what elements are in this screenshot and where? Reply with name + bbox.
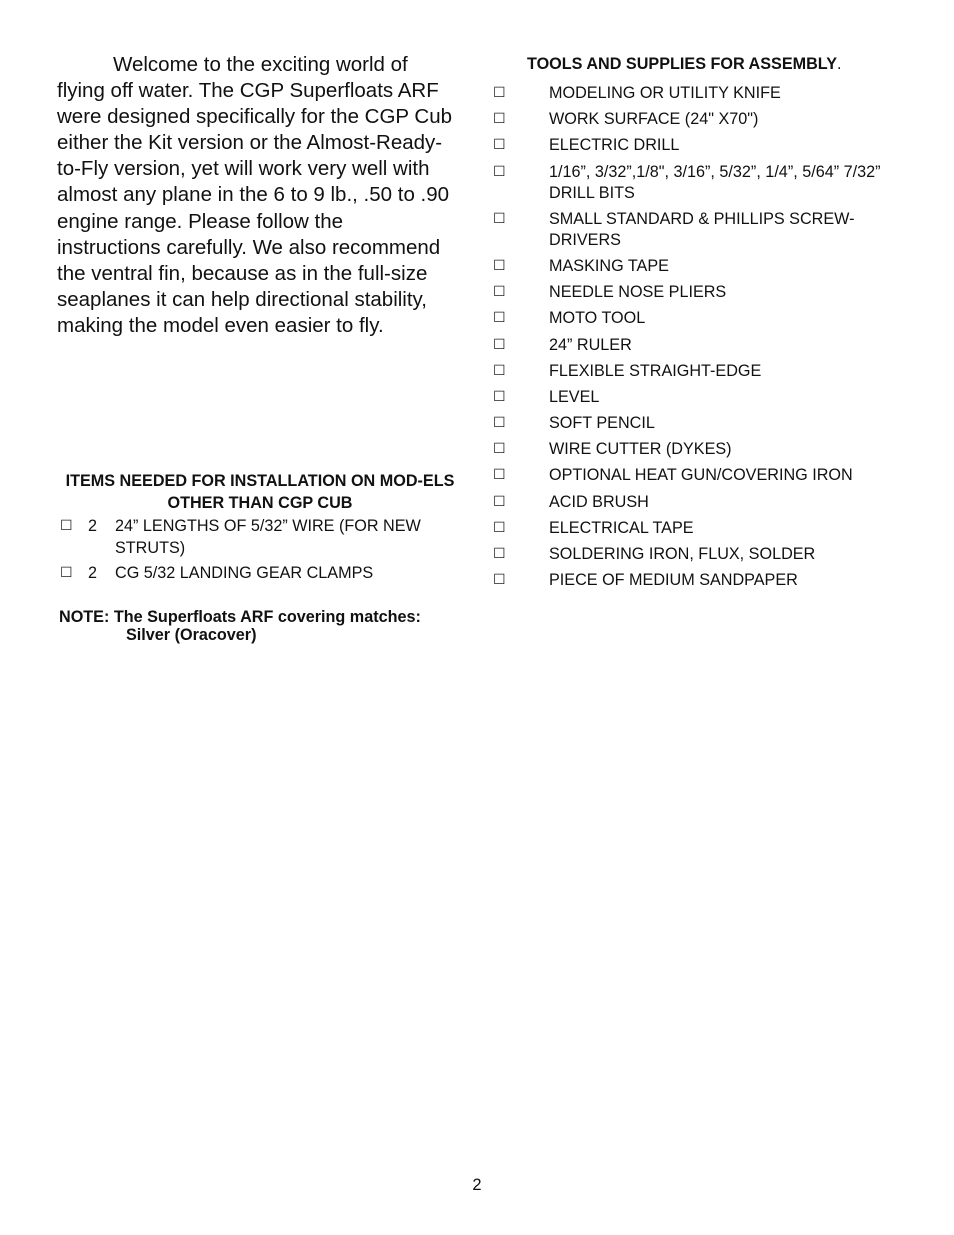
tools-checklist [493,83,913,596]
tool-item [493,83,913,104]
item-text: PIECE OF MEDIUM SANDPAPER [549,571,798,590]
tools-heading-text: TOOLS AND SUPPLIES FOR ASSEMBLY [527,55,838,73]
checkbox-icon[interactable]: ☐ [493,441,506,458]
checkbox-icon[interactable]: ☐ [60,564,73,581]
checkbox-icon[interactable]: ☐ [493,336,506,353]
item-text: SOFT PENCIL [549,414,655,433]
tool-item [493,209,913,251]
item-text: 1/16”, 3/32”,1/8", 3/16”, 5/32”, 1/4”, 5/64” 7/32” DRILL BITS [549,162,881,202]
checkbox-icon[interactable]: ☐ [493,519,506,536]
intro-text: Welcome to the exciting world of flying off water. The CGP Superfloats ARF were designed specifically for the CGP Cub either the Kit version or the Almost-Ready-to-Fly version, yet will work very well with almost any plane in the 6 to 9 lb., .50 to .90 engine range. Please follow the instructions carefully. We also recommend the ventral fin, because as in the full-size seaplanes it can help directional stability, making the model even easier to fly. [57,53,453,337]
item-text: CG 5/32 LANDING GEAR CLAMPS [115,563,374,582]
checkbox-icon[interactable]: ☐ [493,467,506,484]
item-quantity: 2 [88,563,98,582]
covering-note [59,608,459,644]
tool-item [493,109,913,130]
checkbox-icon[interactable]: ☐ [493,310,506,327]
item-text: MODELING OR UTILITY KNIFE [549,84,781,102]
note-line-1: NOTE: The Superfloats ARF covering matches: [59,608,421,626]
item-text: WORK SURFACE (24" X70") [549,110,759,129]
tool-item [493,518,913,539]
tool-item [493,282,913,303]
tool-item [493,387,913,408]
checkbox-icon[interactable]: ☐ [493,257,506,274]
intro-paragraph [57,52,452,339]
tool-item [493,492,913,513]
installation-checklist [60,516,455,588]
item-text: ELECTRIC DRILL [549,136,680,155]
tool-item [493,544,913,565]
tool-item [493,413,913,434]
item-text: OPTIONAL HEAT GUN/COVERING IRON [549,466,853,485]
tools-heading-period: . [837,55,842,73]
tool-item [493,439,913,460]
note-line-2: Silver (Oracover) [126,626,257,644]
checkbox-icon[interactable]: ☐ [493,284,506,301]
item-text: FLEXIBLE STRAIGHT-EDGE [549,361,762,380]
item-text: SOLDERING IRON, FLUX, SOLDER [549,545,816,563]
checkbox-icon[interactable]: ☐ [493,111,506,128]
item-text: SMALL STANDARD & PHILLIPS SCREW-DRIVERS [549,209,855,249]
checkbox-icon[interactable]: ☐ [493,210,506,227]
tool-item [493,308,913,329]
item-text: ACID BRUSH [549,492,649,511]
checkbox-icon[interactable]: ☐ [493,85,506,101]
item-text: WIRE CUTTER (DYKES) [549,440,732,459]
item-text: MASKING TAPE [549,256,669,275]
installation-item [60,516,455,559]
checkbox-icon[interactable]: ☐ [493,163,506,180]
item-text: MOTO TOOL [549,309,646,328]
tool-item [493,135,913,156]
item-quantity: 2 [88,517,98,535]
checkbox-icon[interactable]: ☐ [493,572,506,589]
item-text: 24” LENGTHS OF 5/32” WIRE (FOR NEW STRUTS) [115,517,421,557]
tool-item [493,465,913,486]
installation-item [60,563,455,585]
item-text: ELECTRICAL TAPE [549,518,694,537]
item-text: LEVEL [549,387,600,406]
checkbox-icon[interactable]: ☐ [493,388,506,405]
tools-heading [527,53,917,75]
checkbox-icon[interactable]: ☐ [493,137,506,154]
tool-item [493,361,913,382]
installation-heading: ITEMS NEEDED FOR INSTALLATION ON MOD-ELS OTHER THAN CGP CUB [65,472,455,512]
tool-item [493,335,913,356]
page-number: 2 [472,1176,482,1194]
tool-item [493,570,913,591]
checkbox-icon[interactable]: ☐ [493,362,506,379]
checkbox-icon[interactable]: ☐ [493,546,506,562]
item-text: 24” RULER [549,335,632,354]
tool-item [493,256,913,277]
checkbox-icon[interactable]: ☐ [60,518,73,534]
tool-item [493,162,913,204]
checkbox-icon[interactable]: ☐ [493,493,506,510]
item-text: NEEDLE NOSE PLIERS [549,283,727,302]
checkbox-icon[interactable]: ☐ [493,415,506,432]
